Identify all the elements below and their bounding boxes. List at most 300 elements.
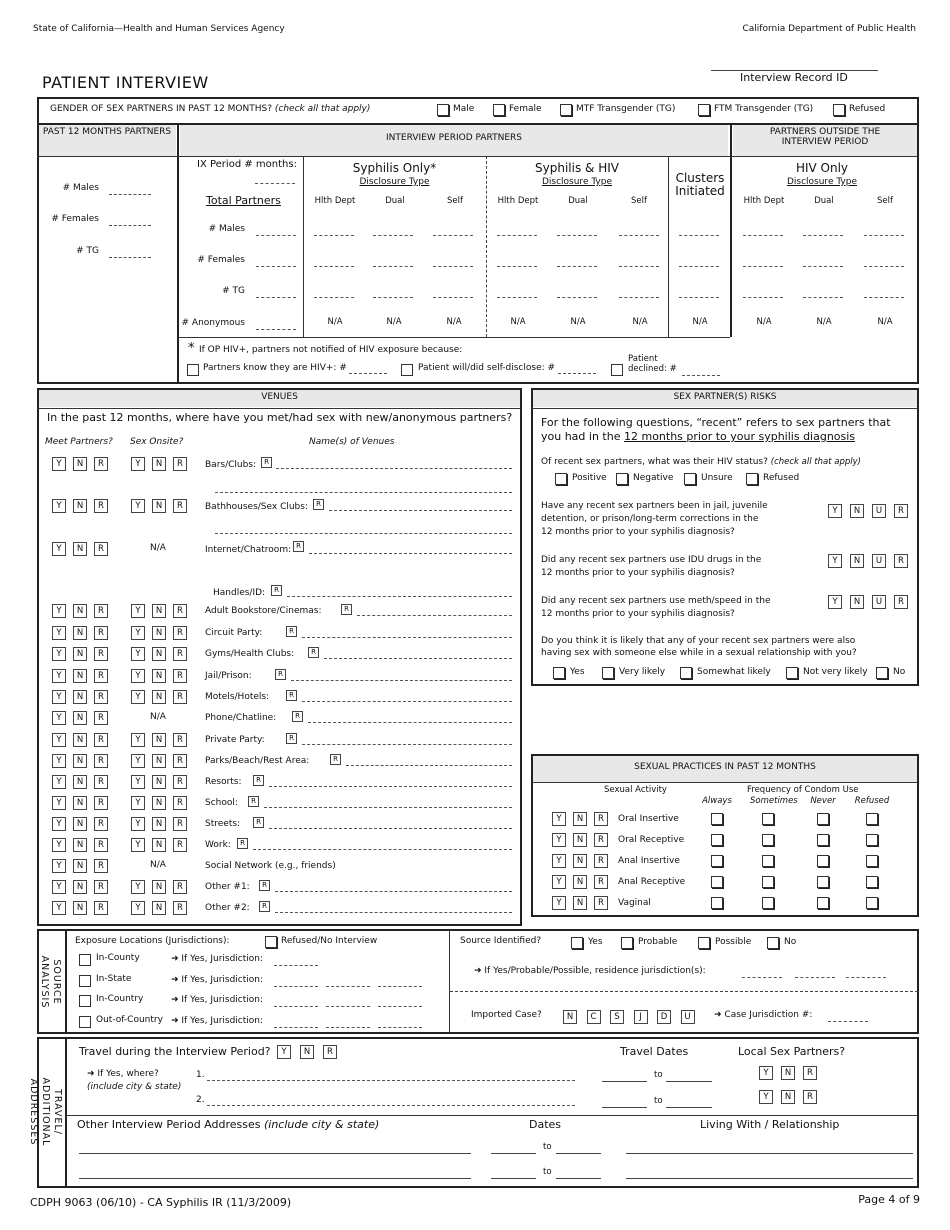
practice-yn[interactable]: R: [594, 854, 608, 868]
practice-yn[interactable]: R: [594, 812, 608, 826]
addr-line-1[interactable]: [79, 1153, 471, 1154]
practice-yn[interactable]: R: [594, 833, 608, 847]
imported-case-box[interactable]: J: [634, 1010, 648, 1024]
sex-onsite-yn[interactable]: N: [152, 817, 166, 831]
partner-count-field[interactable]: [803, 297, 843, 298]
partner-count-field[interactable]: [314, 266, 354, 267]
sex-onsite-yn[interactable]: Y: [131, 626, 145, 640]
jurisdiction-field[interactable]: [326, 1006, 370, 1007]
likely-checkbox[interactable]: [602, 667, 614, 679]
meet-partners-yn[interactable]: Y: [52, 775, 66, 789]
gender-checkbox[interactable]: [833, 104, 845, 116]
partner-count-field[interactable]: [743, 297, 783, 298]
venue-r-box[interactable]: R: [308, 647, 319, 658]
partner-count-field[interactable]: [433, 297, 473, 298]
practice-yn[interactable]: Y: [552, 875, 566, 889]
partner-count-field[interactable]: [864, 297, 904, 298]
meet-partners-yn[interactable]: Y: [52, 901, 66, 915]
source-checkbox[interactable]: [621, 937, 633, 949]
exposure-checkbox[interactable]: [79, 954, 91, 966]
likely-checkbox[interactable]: [876, 667, 888, 679]
reason-count[interactable]: [558, 373, 596, 374]
risk-ynur-box[interactable]: N: [850, 554, 864, 568]
meet-partners-yn[interactable]: Y: [52, 626, 66, 640]
venue-r-box[interactable]: R: [259, 901, 270, 912]
meet-partners-yn[interactable]: N: [73, 733, 87, 747]
practice-yn[interactable]: N: [573, 812, 587, 826]
venue-name-field[interactable]: [308, 722, 512, 723]
total-partner-field[interactable]: [256, 297, 296, 298]
meet-partners-yn[interactable]: R: [94, 838, 108, 852]
sex-onsite-yn[interactable]: R: [173, 880, 187, 894]
partner-count-field[interactable]: [679, 297, 719, 298]
meet-partners-yn[interactable]: N: [73, 796, 87, 810]
meet-partners-yn[interactable]: R: [94, 542, 108, 556]
local-partners-box[interactable]: N: [781, 1090, 795, 1104]
sex-onsite-yn[interactable]: N: [152, 690, 166, 704]
practice-yn[interactable]: N: [573, 833, 587, 847]
likely-label: Very likely: [619, 667, 666, 677]
meet-partners-yn[interactable]: R: [94, 647, 108, 661]
condom-checkbox[interactable]: [762, 813, 774, 825]
jurisdiction-field[interactable]: [326, 986, 370, 987]
imported-case-box[interactable]: D: [657, 1010, 671, 1024]
form-number: CDPH 9063 (06/10) - CA Syphilis IR (11/3/2009): [30, 1196, 292, 1209]
sex-onsite-yn[interactable]: N: [152, 775, 166, 789]
meet-partners-yn[interactable]: R: [94, 775, 108, 789]
exposure-label: In-State: [96, 973, 132, 984]
practice-yn[interactable]: N: [573, 875, 587, 889]
meet-partners-yn[interactable]: Y: [52, 604, 66, 618]
meet-partners-yn[interactable]: R: [94, 859, 108, 873]
sex-onsite-yn[interactable]: R: [173, 796, 187, 810]
disclosure-subcol: Dual: [568, 196, 588, 206]
sex-onsite-yn[interactable]: N: [152, 880, 166, 894]
venue-name-field[interactable]: [357, 615, 512, 616]
addr-line-2[interactable]: [79, 1178, 471, 1179]
local-partners-box[interactable]: R: [803, 1090, 817, 1104]
sex-onsite-yn[interactable]: N: [152, 796, 166, 810]
sex-onsite-yn[interactable]: R: [173, 754, 187, 768]
likely-checkbox[interactable]: [553, 667, 565, 679]
venue-label: School:: [205, 798, 238, 808]
venue-name-field[interactable]: [275, 912, 512, 913]
risk-ynur-box[interactable]: U: [872, 595, 886, 609]
partner-count-field[interactable]: [497, 266, 537, 267]
partner-count-field[interactable]: [743, 266, 783, 267]
condom-checkbox[interactable]: [711, 834, 723, 846]
meet-partners-yn[interactable]: R: [94, 880, 108, 894]
total-partner-field[interactable]: [256, 235, 296, 236]
condom-checkbox[interactable]: [817, 876, 829, 888]
meet-partners-yn[interactable]: R: [94, 690, 108, 704]
sex-onsite-yn[interactable]: N: [152, 733, 166, 747]
risk-ynur-box[interactable]: Y: [828, 595, 842, 609]
gender-checkbox[interactable]: [493, 104, 505, 116]
venue-name-field[interactable]: [309, 553, 512, 554]
reason-checkbox[interactable]: [401, 364, 413, 376]
travel-line-1[interactable]: [207, 1080, 575, 1081]
sex-onsite-yn[interactable]: Y: [131, 604, 145, 618]
partner-count-field[interactable]: [314, 235, 354, 236]
sex-onsite-yn[interactable]: N: [152, 754, 166, 768]
meet-partners-yn[interactable]: R: [94, 796, 108, 810]
sex-onsite-yn[interactable]: Y: [131, 690, 145, 704]
past12-count-field[interactable]: [109, 194, 151, 195]
meet-partners-yn[interactable]: N: [73, 669, 87, 683]
venue-r-box[interactable]: R: [341, 604, 352, 615]
venue-label: Resorts:: [205, 777, 242, 787]
venue-name-field[interactable]: [269, 786, 512, 787]
condom-checkbox[interactable]: [866, 876, 878, 888]
partner-count-field[interactable]: [373, 297, 413, 298]
venue-name-field[interactable]: [302, 744, 512, 745]
risk-ynur-box[interactable]: R: [894, 554, 908, 568]
gender-checkbox[interactable]: [437, 104, 449, 116]
partner-count-field[interactable]: [433, 266, 473, 267]
gender-checkbox[interactable]: [560, 104, 572, 116]
reason-checkbox[interactable]: [611, 364, 623, 376]
partner-count-field[interactable]: [314, 297, 354, 298]
condom-checkbox[interactable]: [711, 897, 723, 909]
jurisdiction-field[interactable]: [378, 986, 422, 987]
partner-count-field[interactable]: [497, 235, 537, 236]
practice-yn[interactable]: Y: [552, 833, 566, 847]
practice-yn[interactable]: Y: [552, 854, 566, 868]
condom-checkbox[interactable]: [817, 855, 829, 867]
meet-partners-yn[interactable]: N: [73, 838, 87, 852]
partner-count-field[interactable]: [373, 266, 413, 267]
meet-partners-yn[interactable]: R: [94, 626, 108, 640]
local-partners-box[interactable]: Y: [759, 1090, 773, 1104]
risk-ynur-box[interactable]: N: [850, 504, 864, 518]
venue-name-field[interactable]: [215, 492, 512, 493]
partner-count-field[interactable]: [679, 266, 719, 267]
condom-checkbox[interactable]: [817, 813, 829, 825]
source-checkbox[interactable]: [571, 937, 583, 949]
meet-partners-yn[interactable]: N: [73, 542, 87, 556]
total-partner-field[interactable]: [256, 266, 296, 267]
partner-count-field[interactable]: [619, 297, 659, 298]
venue-name-field[interactable]: [324, 658, 512, 659]
partner-count-field[interactable]: [433, 235, 473, 236]
meet-partners-yn[interactable]: R: [94, 711, 108, 725]
local-partners-box[interactable]: N: [781, 1066, 795, 1080]
meet-partners-yn[interactable]: Y: [52, 711, 66, 725]
hiv-status-checkbox[interactable]: [555, 473, 567, 485]
condom-checkbox[interactable]: [817, 834, 829, 846]
condom-checkbox[interactable]: [762, 897, 774, 909]
imported-case-box[interactable]: N: [563, 1010, 577, 1024]
meet-partners-yn[interactable]: Y: [52, 796, 66, 810]
meet-partners-yn[interactable]: N: [73, 775, 87, 789]
venue-name-field[interactable]: [276, 468, 512, 469]
meet-partners-yn[interactable]: Y: [52, 859, 66, 873]
meet-partners-yn[interactable]: Y: [52, 838, 66, 852]
meet-partners-yn[interactable]: N: [73, 499, 87, 513]
venue-r-box[interactable]: R: [313, 499, 324, 510]
meet-partners-yn[interactable]: R: [94, 604, 108, 618]
practice-yn[interactable]: N: [573, 854, 587, 868]
exposure-checkbox[interactable]: [79, 995, 91, 1007]
sex-onsite-yn[interactable]: N: [152, 626, 166, 640]
sex-onsite-yn[interactable]: R: [173, 817, 187, 831]
meet-partners-yn[interactable]: R: [94, 499, 108, 513]
practice-yn[interactable]: R: [594, 896, 608, 910]
venue-r-box[interactable]: R: [253, 775, 264, 786]
meet-partners-yn[interactable]: Y: [52, 690, 66, 704]
condom-checkbox[interactable]: [762, 855, 774, 867]
imported-case-label: Imported Case?: [471, 1010, 542, 1020]
reason-count[interactable]: [349, 373, 387, 374]
meet-partners-yn[interactable]: N: [73, 754, 87, 768]
venue-r-box[interactable]: R: [261, 457, 272, 468]
sex-onsite-yn[interactable]: N: [152, 669, 166, 683]
venue-name-field[interactable]: [264, 807, 512, 808]
imported-case-box[interactable]: C: [587, 1010, 601, 1024]
venue-r-box[interactable]: R: [259, 880, 270, 891]
meet-partners-yn[interactable]: R: [94, 733, 108, 747]
risk-ynur-box[interactable]: R: [894, 595, 908, 609]
venue-name-field[interactable]: [253, 849, 512, 850]
travel-line-2[interactable]: [207, 1105, 575, 1106]
venue-r-box[interactable]: R: [286, 690, 297, 701]
hiv-status-checkbox[interactable]: [684, 473, 696, 485]
exposure-checkbox[interactable]: [79, 1016, 91, 1028]
condom-checkbox[interactable]: [711, 813, 723, 825]
local-partners-box[interactable]: R: [803, 1066, 817, 1080]
gender-option-label: Male: [453, 104, 475, 114]
meet-partners-yn[interactable]: N: [73, 647, 87, 661]
sex-onsite-yn[interactable]: R: [173, 626, 187, 640]
meet-partners-yn[interactable]: Y: [52, 647, 66, 661]
venue-r-box[interactable]: R: [237, 838, 248, 849]
condom-checkbox[interactable]: [866, 813, 878, 825]
partner-count-field[interactable]: [864, 235, 904, 236]
meet-partners-yn[interactable]: Y: [52, 754, 66, 768]
sex-onsite-yn[interactable]: R: [173, 690, 187, 704]
sex-onsite-yn[interactable]: R: [173, 499, 187, 513]
risk-ynur-box[interactable]: R: [894, 504, 908, 518]
partner-count-field[interactable]: [619, 235, 659, 236]
sex-onsite-yn[interactable]: N: [152, 457, 166, 471]
meet-partners-yn[interactable]: Y: [52, 457, 66, 471]
jurisdiction-field[interactable]: [274, 986, 318, 987]
venue-r-box[interactable]: R: [330, 754, 341, 765]
living-line-1[interactable]: [626, 1153, 913, 1154]
meet-partners-yn[interactable]: Y: [52, 880, 66, 894]
meet-partners-yn[interactable]: N: [73, 859, 87, 873]
hiv-only-header: HIV Only: [795, 161, 849, 175]
venue-r-box[interactable]: R: [293, 541, 304, 552]
meet-partners-yn[interactable]: N: [73, 690, 87, 704]
likely-checkbox[interactable]: [680, 667, 692, 679]
travel-include: (include city & state): [87, 1082, 182, 1092]
reason-checkbox[interactable]: [187, 364, 199, 376]
meet-partners-yn[interactable]: Y: [52, 733, 66, 747]
sex-onsite-yn[interactable]: N: [152, 499, 166, 513]
jurisdiction-field[interactable]: [378, 1027, 422, 1028]
meet-partners-yn[interactable]: R: [94, 817, 108, 831]
sex-onsite-yn[interactable]: R: [173, 647, 187, 661]
venue-name-field[interactable]: [346, 765, 512, 766]
meet-partners-yn[interactable]: Y: [52, 542, 66, 556]
sex-onsite-yn[interactable]: R: [173, 457, 187, 471]
jurisdiction-field[interactable]: [274, 1027, 318, 1028]
jurisdiction-field[interactable]: [274, 1006, 318, 1007]
condom-checkbox[interactable]: [817, 897, 829, 909]
source-option-label: Possible: [715, 937, 752, 947]
sex-onsite-yn[interactable]: Y: [131, 457, 145, 471]
imported-case-box[interactable]: S: [610, 1010, 624, 1024]
residence-label: ➜ If Yes/Probable/Possible, residence jurisdiction(s):: [474, 966, 706, 976]
partner-count-field[interactable]: [497, 297, 537, 298]
partner-count-field[interactable]: [557, 266, 597, 267]
partner-count-field[interactable]: [679, 235, 719, 236]
jurisdiction-field[interactable]: [378, 1006, 422, 1007]
sex-onsite-yn[interactable]: Y: [131, 647, 145, 661]
venue-label: Motels/Hotels:: [205, 692, 270, 702]
sex-onsite-yn[interactable]: R: [173, 775, 187, 789]
reason-count[interactable]: [682, 375, 720, 376]
venue-r-box[interactable]: R: [253, 817, 264, 828]
meet-partners-yn[interactable]: R: [94, 457, 108, 471]
hiv-status-checkbox[interactable]: [616, 473, 628, 485]
venue-r-box[interactable]: R: [271, 585, 282, 596]
meet-partners-yn[interactable]: N: [73, 711, 87, 725]
likely-checkbox[interactable]: [786, 667, 798, 679]
partner-count-field[interactable]: [803, 235, 843, 236]
sex-onsite-yn[interactable]: Y: [131, 754, 145, 768]
sex-onsite-yn[interactable]: R: [173, 901, 187, 915]
partner-count-field[interactable]: [864, 266, 904, 267]
sex-onsite-yn[interactable]: R: [173, 604, 187, 618]
meet-partners-yn[interactable]: N: [73, 901, 87, 915]
venue-name-field[interactable]: [291, 680, 512, 681]
sex-onsite-yn[interactable]: N: [152, 901, 166, 915]
sex-onsite-yn[interactable]: Y: [131, 880, 145, 894]
meet-partners-yn[interactable]: N: [73, 880, 87, 894]
venue-name-field[interactable]: [329, 510, 512, 511]
sex-onsite-yn[interactable]: R: [173, 733, 187, 747]
partner-count-field[interactable]: [557, 297, 597, 298]
sex-onsite-yn[interactable]: Y: [131, 669, 145, 683]
partner-count-field[interactable]: [373, 235, 413, 236]
meet-partners-yn[interactable]: N: [73, 604, 87, 618]
meet-partners-yn[interactable]: Y: [52, 499, 66, 513]
condom-checkbox[interactable]: [711, 876, 723, 888]
local-partners-box[interactable]: Y: [759, 1066, 773, 1080]
hiv-status-checkbox[interactable]: [746, 473, 758, 485]
sex-onsite-yn[interactable]: N: [152, 647, 166, 661]
sex-onsite-yn[interactable]: Y: [131, 733, 145, 747]
meet-partners-yn[interactable]: N: [73, 457, 87, 471]
meet-partners-yn[interactable]: Y: [52, 817, 66, 831]
imported-case-box[interactable]: U: [681, 1010, 695, 1024]
risk-question-line: Did any recent sex partners use IDU drugs in the: [541, 555, 762, 565]
meet-partners-yn[interactable]: Y: [52, 669, 66, 683]
sex-onsite-yn[interactable]: Y: [131, 796, 145, 810]
condom-checkbox[interactable]: [866, 834, 878, 846]
condom-checkbox[interactable]: [762, 834, 774, 846]
venue-r-box[interactable]: R: [286, 626, 297, 637]
condom-checkbox[interactable]: [762, 876, 774, 888]
venue-name-field[interactable]: [287, 596, 512, 597]
condom-freq-col: Sometimes: [750, 796, 798, 806]
sex-onsite-yn[interactable]: Y: [131, 775, 145, 789]
jurisdiction-field[interactable]: [326, 1027, 370, 1028]
partner-count-field[interactable]: [557, 235, 597, 236]
practice-yn[interactable]: R: [594, 875, 608, 889]
venue-r-box[interactable]: R: [275, 669, 286, 680]
meet-partners-yn[interactable]: N: [73, 817, 87, 831]
travel-yn-box[interactable]: N: [300, 1045, 314, 1059]
venue-name-field[interactable]: [302, 701, 512, 702]
partner-count-field[interactable]: [803, 266, 843, 267]
risk-ynur-box[interactable]: Y: [828, 504, 842, 518]
travel-yn-box[interactable]: Y: [277, 1045, 291, 1059]
sex-onsite-yn[interactable]: Y: [131, 838, 145, 852]
risk-ynur-box[interactable]: N: [850, 595, 864, 609]
venue-name-field[interactable]: [275, 891, 512, 892]
meet-partners-yn[interactable]: R: [94, 901, 108, 915]
past12-count-field[interactable]: [109, 257, 151, 258]
sex-onsite-yn[interactable]: N: [152, 838, 166, 852]
sex-onsite-yn[interactable]: Y: [131, 901, 145, 915]
source-checkbox[interactable]: [698, 937, 710, 949]
condom-checkbox[interactable]: [866, 855, 878, 867]
venue-name-field[interactable]: [302, 637, 512, 638]
venue-r-box[interactable]: R: [286, 733, 297, 744]
venue-name-field[interactable]: [215, 533, 512, 534]
partner-count-field[interactable]: [743, 235, 783, 236]
risk-question-line: Did any recent sex partners use meth/speed in the: [541, 596, 771, 606]
risk-question-line: 12 months prior to your syphilis diagnosis?: [541, 609, 735, 619]
sex-onsite-yn[interactable]: Y: [131, 817, 145, 831]
source-checkbox[interactable]: [767, 937, 779, 949]
jurisdiction-field[interactable]: [274, 965, 318, 966]
sex-onsite-yn[interactable]: N: [152, 604, 166, 618]
sex-onsite-yn[interactable]: Y: [131, 499, 145, 513]
na-cell: N/A: [692, 317, 708, 327]
practice-yn[interactable]: Y: [552, 896, 566, 910]
risk-ynur-box[interactable]: U: [872, 504, 886, 518]
meet-partners-yn[interactable]: R: [94, 669, 108, 683]
meet-partners-yn[interactable]: N: [73, 626, 87, 640]
venue-r-box[interactable]: R: [292, 711, 303, 722]
risk-ynur-box[interactable]: U: [872, 554, 886, 568]
total-partner-field[interactable]: [256, 329, 296, 330]
exposure-label: In-County: [96, 953, 140, 963]
condom-checkbox[interactable]: [866, 897, 878, 909]
refused-checkbox[interactable]: [265, 936, 277, 948]
living-line-2[interactable]: [626, 1178, 913, 1179]
practice-yn[interactable]: Y: [552, 812, 566, 826]
travel-yn-box[interactable]: R: [323, 1045, 337, 1059]
venue-name-field[interactable]: [269, 828, 512, 829]
partner-count-field[interactable]: [619, 266, 659, 267]
meet-partners-yn[interactable]: R: [94, 754, 108, 768]
past12-count-field[interactable]: [109, 225, 151, 226]
venue-r-box[interactable]: R: [248, 796, 259, 807]
condom-checkbox[interactable]: [711, 855, 723, 867]
exposure-checkbox[interactable]: [79, 975, 91, 987]
sex-onsite-yn[interactable]: R: [173, 838, 187, 852]
risk-ynur-box[interactable]: Y: [828, 554, 842, 568]
practice-yn[interactable]: N: [573, 896, 587, 910]
gender-checkbox[interactable]: [698, 104, 710, 116]
sex-onsite-yn[interactable]: R: [173, 669, 187, 683]
